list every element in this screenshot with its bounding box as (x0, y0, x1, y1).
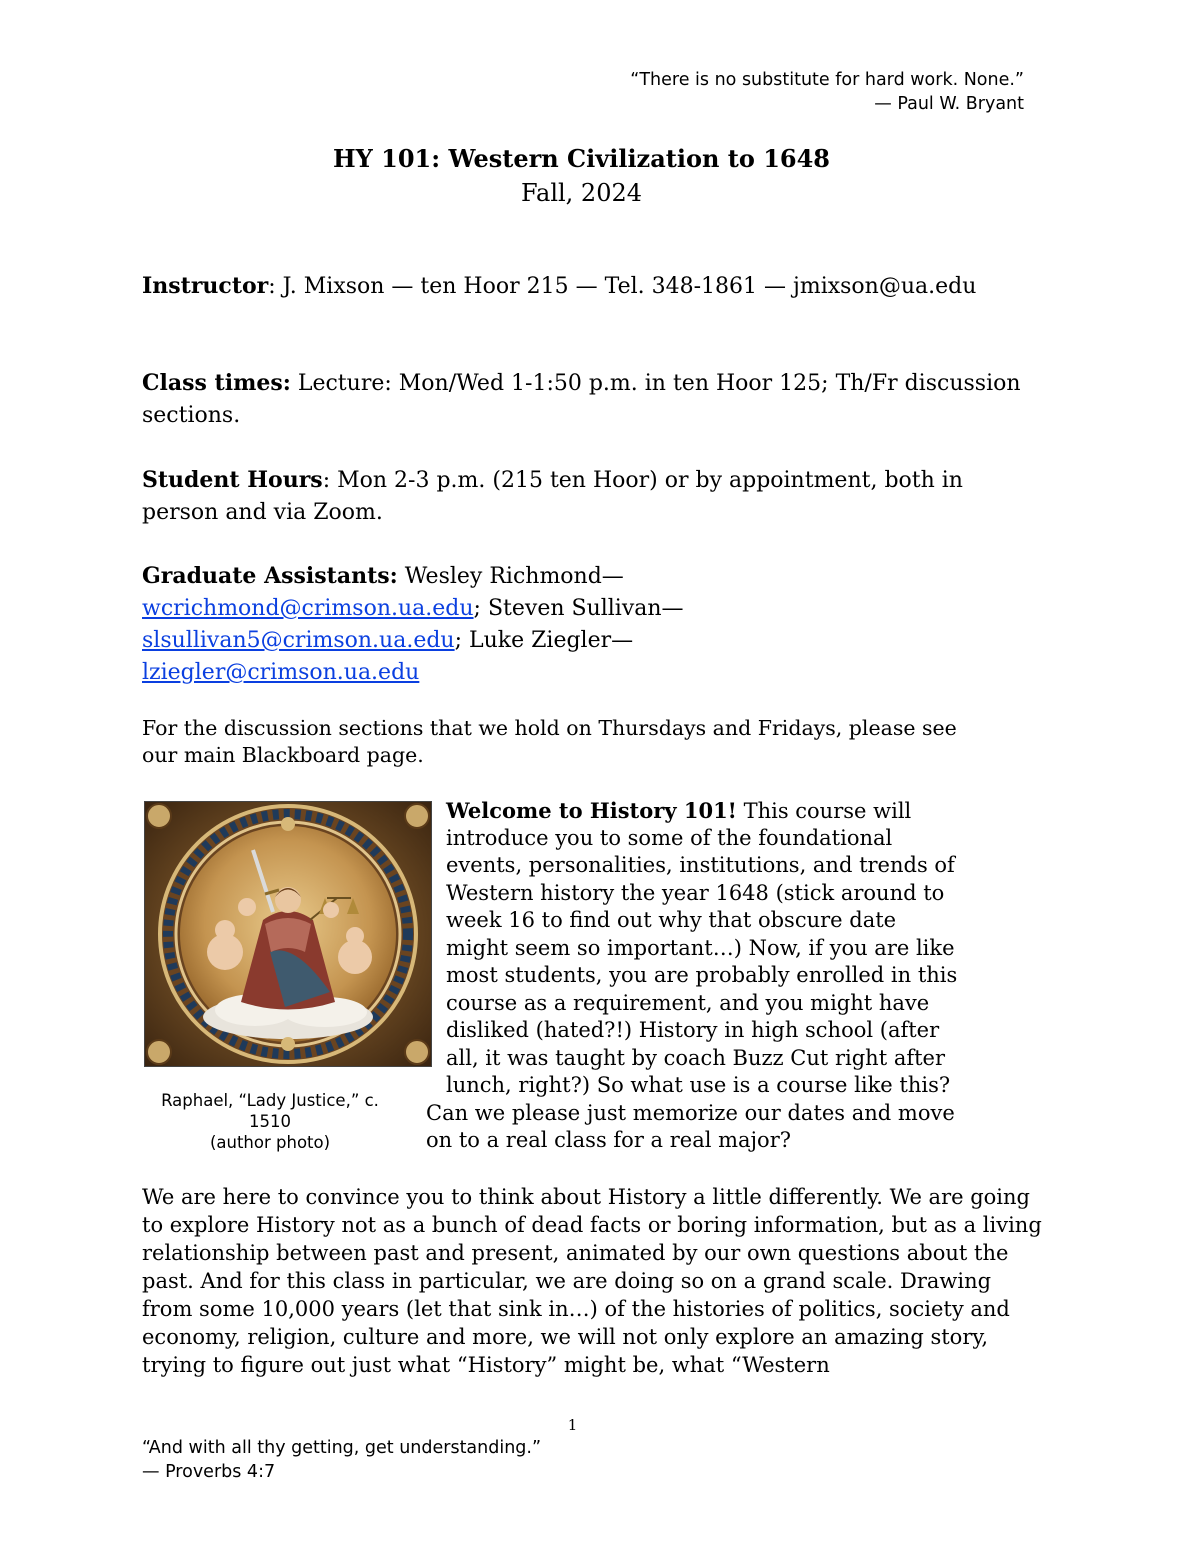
ga-name-richmond: Wesley Richmond— (397, 564, 624, 589)
student-hours-info (142, 464, 1042, 529)
caption-title: Raphael, “Lady Justice,” c. 1510 (161, 1091, 379, 1131)
instructor-text: : J. Mixson — ten Hoor 215 — Tel. 348-1861 — jmixson@ua.edu (268, 274, 977, 299)
welcome-line-text-0: This course will (736, 799, 912, 823)
ga-email-sullivan[interactable]: slsullivan5@crimson.ua.edu (142, 628, 455, 653)
epigraph-quote: “There is no substitute for hard work. None.” (630, 70, 1024, 90)
course-title: HY 101: Western Civilization to 1648 (332, 144, 830, 173)
welcome-line-12: on to a real class for a real major? (426, 1128, 791, 1152)
footer-author: — Proverbs 4:7 (142, 1462, 276, 1482)
painting-image (145, 802, 431, 1066)
instructor-info (142, 270, 1042, 303)
welcome-heading: Welcome to History 101! (446, 798, 737, 823)
student-hours-text: : Mon 2-3 p.m. (215 ten Hoor) or by appointment, both in person and via Zoom. (142, 468, 963, 525)
ga-email-ziegler[interactable]: lziegler@crimson.ua.edu (142, 660, 420, 685)
intro-paragraph: We are here to convince you to think about History a little differently. We are going to explore History not as a bunch of dead facts or boring information, but as a living relationship between past and present, animated by our own questions about the past. And for this class in particular, we are doing so on a grand scale. Drawing from some 10,000 years (let that sink in…) of the histories of politics, society and economy, religion, culture and more, we will not only explore an amazing story, trying to figure out just what “History” might be, what “Western (142, 1185, 1042, 1377)
welcome-line-11: Can we please just memorize our dates and move (426, 1100, 955, 1125)
epigraph-author: — Paul W. Bryant (874, 94, 1024, 114)
footer-epigraph (142, 1436, 541, 1484)
welcome-line-1: introduce you to some of the foundational (446, 825, 893, 850)
welcome-line-8: disliked (hated?!) History in high school (after (446, 1018, 940, 1042)
welcome-line-9: all, it was taught by coach Buzz Cut right after (446, 1045, 946, 1070)
ga-name-ziegler: ; Luke Ziegler— (454, 628, 634, 653)
student-hours-label: Student Hours (142, 467, 323, 493)
footer-quote: “And with all thy getting, get understanding.” (142, 1438, 542, 1458)
lady-justice-painting (144, 801, 432, 1067)
caption-credit: (author photo) (209, 1133, 331, 1152)
class-times-info (142, 367, 1042, 432)
graduate-assistants-label: Graduate Assistants: (142, 563, 398, 589)
course-term: Fall, 2024 (520, 179, 643, 207)
page-title-block (0, 142, 1163, 210)
top-epigraph (630, 68, 1024, 116)
welcome-line-5: might seem so important…) Now, if you are like (446, 935, 955, 960)
page-number: 1 (567, 1416, 578, 1434)
class-times-label: Class times: (142, 370, 291, 396)
welcome-line-2: events, personalities, institutions, and trends of (446, 853, 955, 877)
welcome-line-10: lunch, right?) So what use is a course like this? (446, 1073, 951, 1097)
welcome-line-0 (446, 797, 911, 826)
class-times-text: Lecture: Mon/Wed 1-1:50 p.m. in ten Hoor 125; Th/Fr discussion sections. (142, 371, 1021, 428)
ga-name-sullivan: ; Steven Sullivan— (473, 596, 684, 621)
discussion-note: For the discussion sections that we hold on Thursdays and Fridays, please see our main Blackboard page. (142, 716, 957, 767)
figure-caption (140, 1090, 400, 1153)
welcome-line-7: course as a requirement, and you might have (446, 990, 930, 1015)
instructor-label: Instructor (142, 273, 269, 299)
graduate-assistants-info (142, 560, 862, 689)
welcome-line-4: week 16 to find out why that obscure date (446, 908, 897, 932)
ga-email-richmond[interactable]: wcrichmond@crimson.ua.edu (142, 596, 474, 621)
welcome-line-6: most students, you are probably enrolled in this (446, 963, 958, 987)
welcome-line-3: Western history the year 1648 (stick around to (446, 880, 945, 905)
